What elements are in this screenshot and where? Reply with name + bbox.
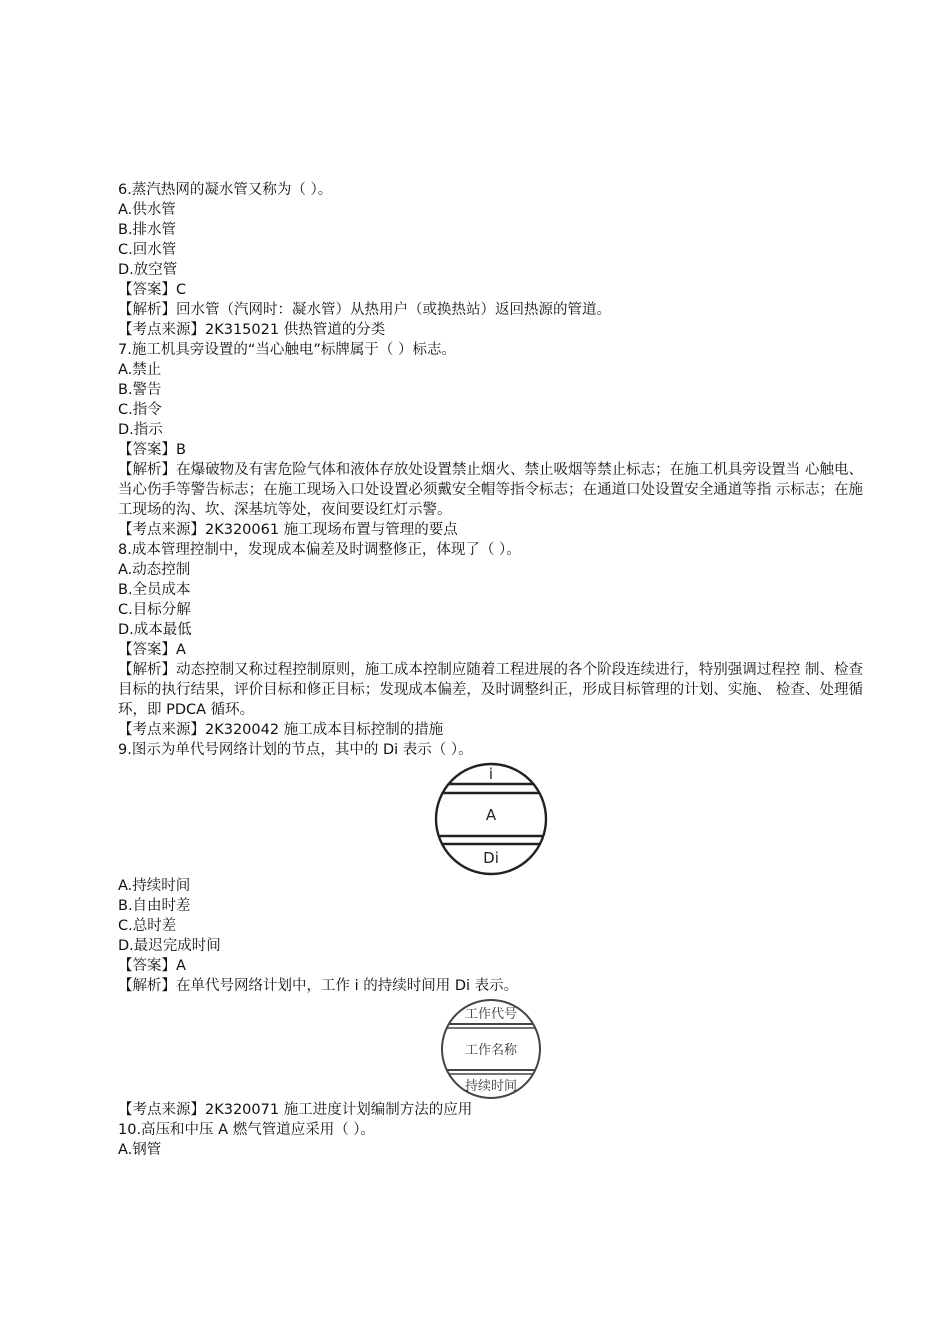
q7-option-c: C.指令 [118,402,162,418]
q8-answer: 【答案】A [118,642,186,658]
q8-option-b: B.全员成本 [118,582,191,598]
q8-stem: 8.成本管理控制中，发现成本偏差及时调整修正，体现了（ ）。 [118,542,521,558]
q8-analysis: 【解析】动态控制又称过程控制原则，施工成本控制应随着工程进展的各个阶段连续进行，特别强调过程控 制、检查目标的执行结果，评价目标和修正目标；发现成本偏差，及时调整纠正，形成目标管理的计划、实施、 检查、处理循环，即 PDCA 循环。 [118,662,863,718]
q9-option-a: A.持续时间 [118,878,191,894]
q6-source: 【考点来源】2K315021 供热管道的分类 [118,322,386,338]
node-label-di: Di [482,849,499,867]
legend-label-code: 工作代号 [464,1007,517,1022]
q10-stem: 10.高压和中压 A 燃气管道应采用（ ）。 [118,1122,376,1138]
q9-option-d: D.最迟完成时间 [118,938,221,954]
q7-option-b: B.警告 [118,382,162,398]
q7-stem: 7.施工机具旁设置的“当心触电”标牌属于（ ）标志。 [118,342,456,358]
q8-option-c: C.目标分解 [118,602,191,618]
q7-option-d: D.指示 [118,422,163,438]
question-content [118,180,863,1160]
q6-answer: 【答案】C [118,282,187,298]
node-diagram-figure [118,762,863,876]
node-label-i: i [488,765,493,783]
node-label-a: A [485,806,496,824]
q7-analysis: 【解析】在爆破物及有害危险气体和液体存放处设置禁止烟火、禁止吸烟等禁止标志；在施工机具旁设置当 心触电、当心伤手等警告标志；在施工现场入口处设置必须戴安全帽等指令标志；在通道口处设置安全通道等指 示标志；在施工现场的沟、坎、深基坑等处，夜间要设红灯示警。 [118,462,863,518]
q9-source: 【考点来源】2K320071 施工进度计划编制方法的应用 [118,1102,473,1118]
q10-option-a: A.钢管 [118,1142,162,1158]
q8-option-a: A.动态控制 [118,562,191,578]
q6-stem: 6.蒸汽热网的凝水管又称为（ ）。 [118,182,333,198]
q9-option-b: B.自由时差 [118,898,191,914]
node-legend-figure [118,998,863,1100]
q6-analysis: 【解析】回水管（汽网时：凝水管）从热用户（或换热站）返回热源的管道。 [118,302,611,318]
q9-answer: 【答案】A [118,958,186,974]
q8-source: 【考点来源】2K320042 施工成本目标控制的措施 [118,722,444,738]
q8-option-d: D.成本最低 [118,622,192,638]
q7-source: 【考点来源】2K320061 施工现场布置与管理的要点 [118,522,458,538]
q6-option-d: D.放空管 [118,262,178,278]
q6-option-b: B.排水管 [118,222,177,238]
legend-label-duration: 持续时间 [464,1079,517,1094]
q9-analysis: 【解析】在单代号网络计划中，工作 i 的持续时间用 Di 表示。 [118,978,519,994]
single-code-node-legend-diagram [435,998,547,1100]
q7-answer: 【答案】B [118,442,186,458]
legend-label-name: 工作名称 [464,1043,517,1058]
q9-option-c: C.总时差 [118,918,177,934]
single-code-node-diagram [431,762,551,876]
q9-stem: 9.图示为单代号网络计划的节点，其中的 Di 表示（ ）。 [118,742,473,758]
q7-option-a: A.禁止 [118,362,162,378]
q6-option-c: C.回水管 [118,242,177,258]
q6-option-a: A.供水管 [118,202,176,218]
